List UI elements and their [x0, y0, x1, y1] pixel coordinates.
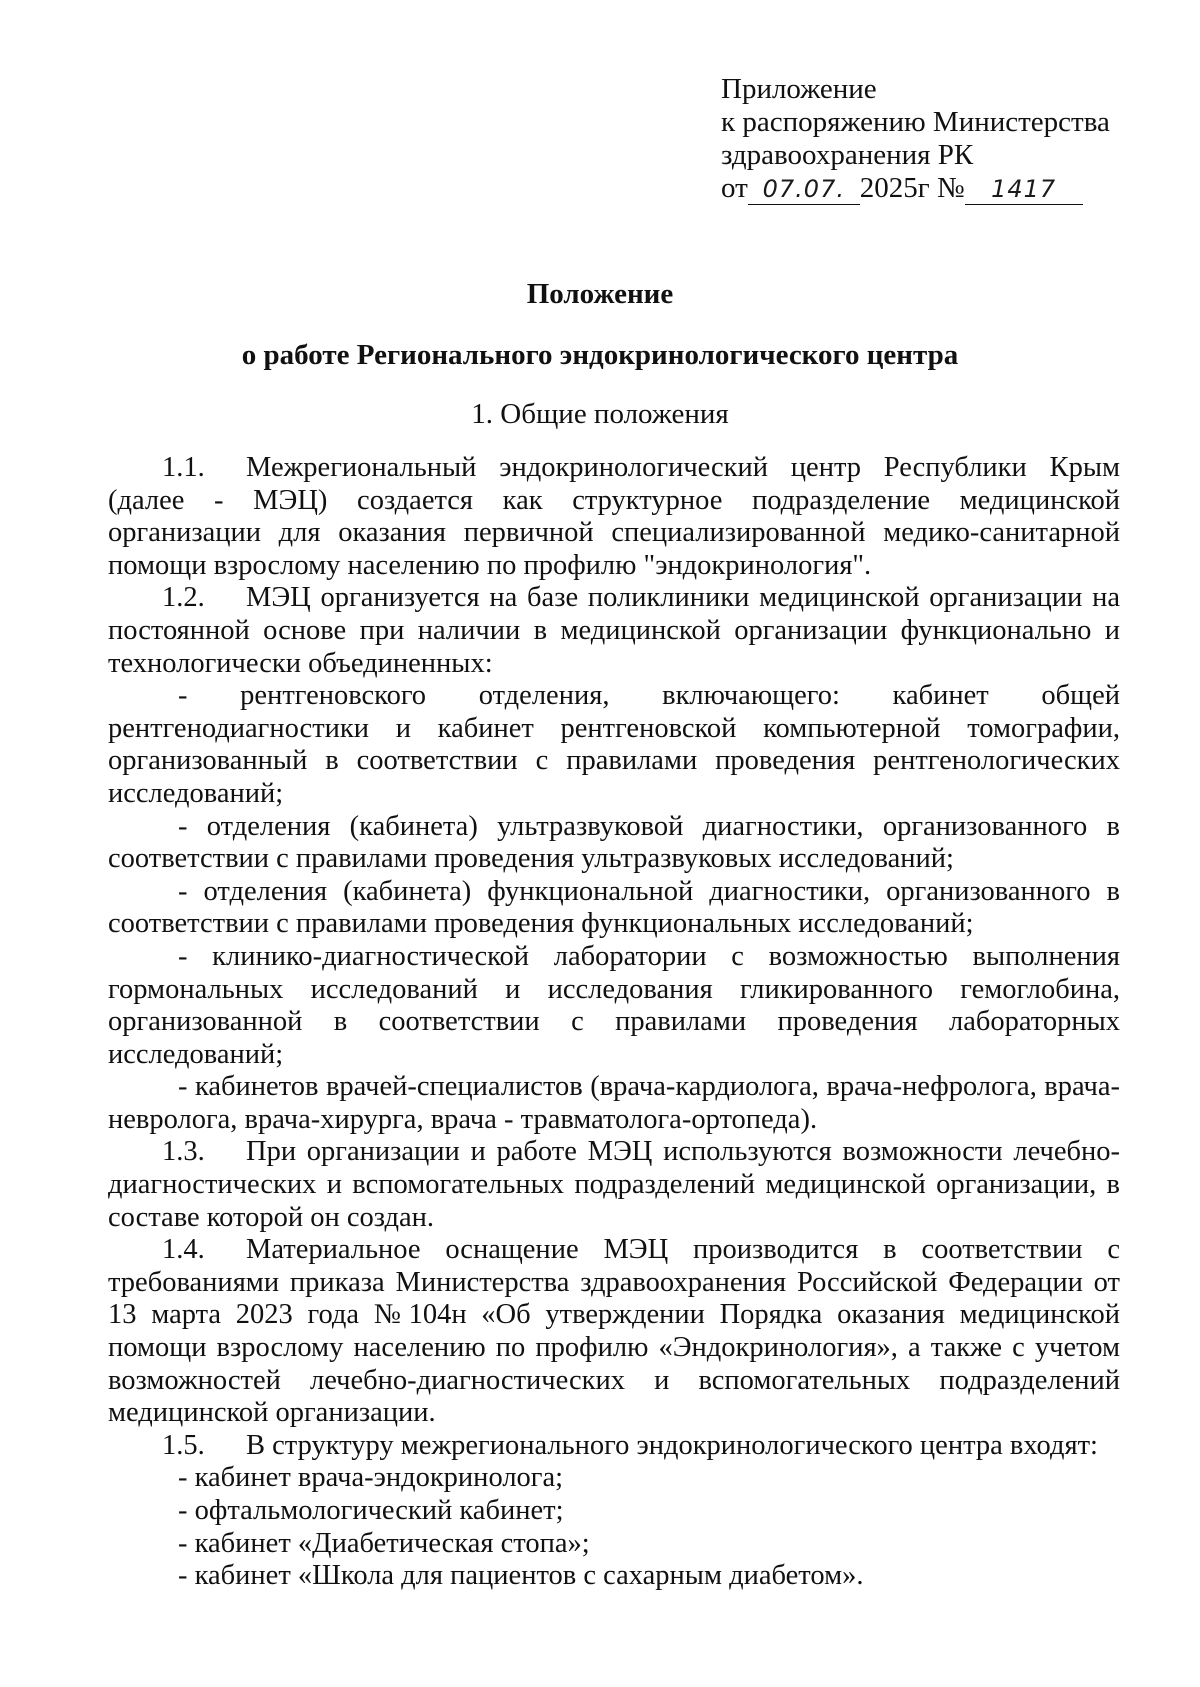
paragraph-text: В структуру межрегионального эндокринологического центра входят:: [246, 1429, 1098, 1461]
appendix-date-number-line: [721, 172, 1121, 205]
document-subtitle: о работе Регионального эндокринологического центра: [241, 339, 959, 371]
list-item-clinical-laboratory: - клинико-диагностической лаборатории с возможностью выполнения гормональных исследований и исследования гликированного гемоглобина, организованной в соответствии с правилами проведения лабораторных исследований;: [108, 940, 1120, 1070]
appendix-label: Приложение: [721, 73, 877, 105]
appendix-order-ref: к распоряжению Министерства: [721, 106, 1110, 138]
paragraph-number: 1.5.: [162, 1429, 205, 1461]
structure-item-ophthalmology: - офтальмологический кабинет;: [178, 1495, 564, 1526]
paragraph-number: 1.2.: [162, 582, 205, 614]
structure-item-diabetic-foot: - кабинет «Диабетическая стопа»;: [178, 1527, 590, 1559]
paragraph-text: МЭЦ организуется на базе поликлиники медицинской организации на постоянной основе при наличии в медицинской организации функционально и технологически объединенных:: [108, 582, 1120, 679]
list-item-specialist-offices: - кабинетов врачей-специалистов (врача-кардиолога, врача-нефролога, врача-невролога, врача-хирурга, врача - травматолога-ортопеда).: [108, 1071, 1120, 1135]
structure-item-diabetes-school: - кабинет «Школа для пациентов с сахарным диабетом».: [178, 1560, 864, 1592]
paragraph-1-3: [108, 1136, 1120, 1234]
year-number-label: 2025г №: [859, 172, 965, 204]
paragraph-number: 1.3.: [162, 1136, 205, 1168]
paragraph-text: Материальное оснащение МЭЦ производится в соответствии с требованиями приказа Министерства здравоохранения Российской Федерации от 13 марта 2023 года №104н «Об утверждении Порядка оказания медицинской помощи взрослому населению по профилю «Эндокринология», а также с учетом возможностей лечебно-диагностических и вспомогательных подразделений медицинской организации.: [108, 1234, 1120, 1429]
handwritten-number: 1417: [965, 174, 1083, 205]
paragraph-number: 1.1.: [162, 452, 205, 483]
handwritten-date: 07.07.: [748, 174, 860, 205]
from-prefix: от: [721, 172, 748, 204]
appendix-ministry: здравоохранения РК: [721, 139, 974, 171]
structure-item-endocrinologist: - кабинет врача-эндокринолога;: [178, 1462, 564, 1494]
appendix-header: [721, 73, 1121, 205]
document-body: [108, 452, 1120, 1593]
paragraph-1-5: [108, 1430, 1120, 1463]
document-title: Положение: [526, 278, 674, 310]
paragraph-text: Межрегиональный эндокринологический центр Республики Крым (далее - МЭЦ) создается как структурное подразделение медицинской организации для оказания первичной специализированной медико-санитарной помощи взрослому населению по профилю "эндокринология".: [108, 452, 1120, 581]
paragraph-text: При организации и работе МЭЦ используются возможности лечебно-диагностических и вспомогательных подразделений медицинской организации, в составе которой он создан.: [108, 1136, 1120, 1233]
paragraph-1-2: [108, 582, 1120, 680]
list-item-ultrasound-department: - отделения (кабинета) ультразвуковой диагностики, организованного в соответствии с правилами проведения ультразвуковых исследований;: [108, 810, 1120, 875]
section-heading: 1. Общие положения: [471, 398, 729, 430]
list-item-functional-diagnostics: - отделения (кабинета) функциональной диагностики, организованного в соответствии с правилами проведения функциональных исследований;: [108, 875, 1120, 940]
paragraph-1-4: [108, 1234, 1120, 1430]
list-item-xray-department: - рентгеновского отделения, включающего: кабинет общей рентгенодиагностики и кабинет рентгеновской компьютерной томографии, организованный в соответствии с правилами проведения рентгенологических исследований;: [108, 680, 1120, 809]
paragraph-number: 1.4.: [162, 1234, 205, 1266]
paragraph-1-1: [108, 452, 1120, 582]
